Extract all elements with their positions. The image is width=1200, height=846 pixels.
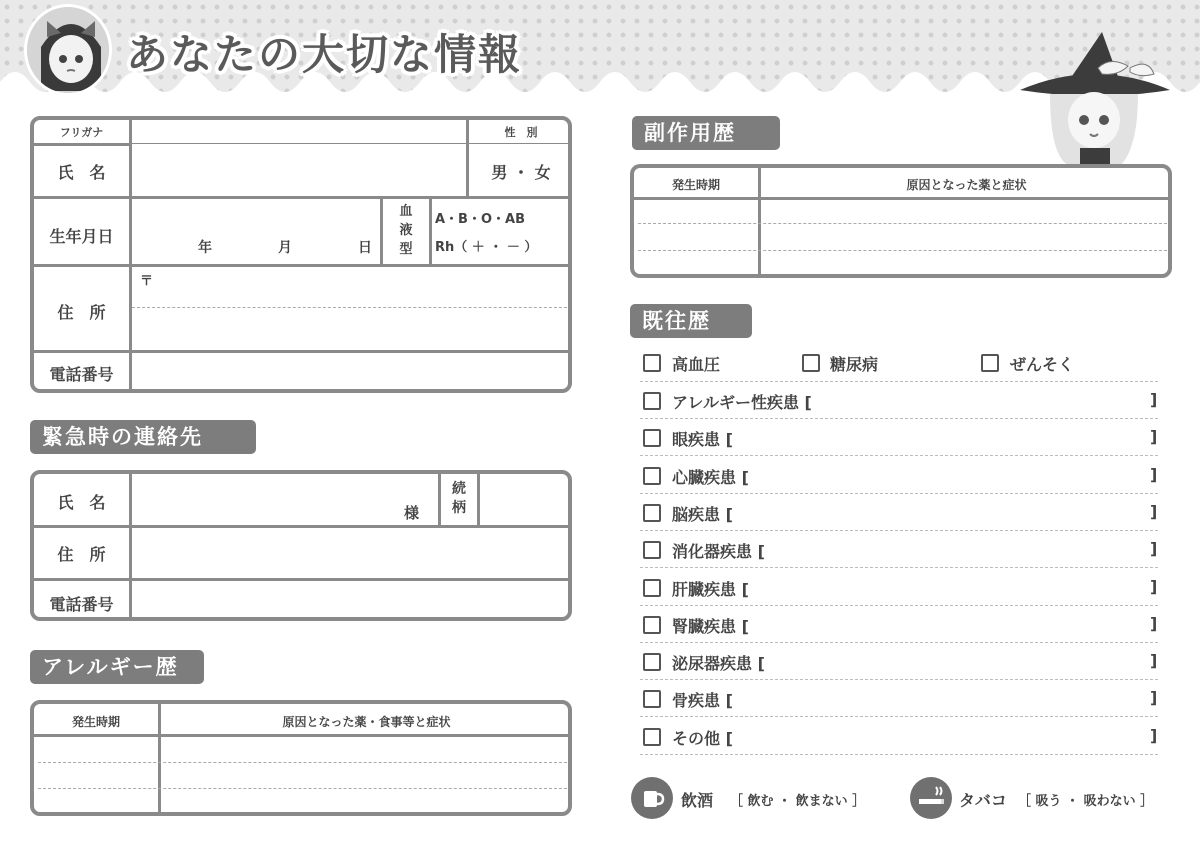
cigarette-icon xyxy=(910,777,952,819)
history-checkbox[interactable] xyxy=(643,429,661,447)
history-section-title: 既往歴 xyxy=(630,304,752,338)
blood-type-label: 血 液 型 xyxy=(399,204,413,257)
furigana-field[interactable] xyxy=(132,120,466,143)
history-detail-field[interactable] xyxy=(760,427,1145,451)
emergency-name-label: 氏 名 xyxy=(57,493,106,512)
month-label: 月 xyxy=(278,240,292,256)
history-row-divider xyxy=(640,530,1158,531)
sama-suffix: 様 xyxy=(404,504,420,522)
history-close-bracket: ] xyxy=(1150,614,1158,633)
side-effect-col-date: 発生時期 xyxy=(671,178,720,192)
postal-mark: 〒 xyxy=(140,274,154,289)
history-checkbox[interactable] xyxy=(643,690,661,708)
history-close-bracket: ] xyxy=(1150,502,1158,521)
side-effect-section-title: 副作用歴 xyxy=(632,116,780,150)
drink-options[interactable]: ［ 飲む ・ 飲まない ］ xyxy=(730,794,866,809)
history-item-label: その他 [ xyxy=(672,729,733,748)
day-label: 日 xyxy=(358,240,372,256)
character-avatar-left xyxy=(24,4,112,96)
furigana-label: フリガナ xyxy=(59,126,104,139)
history-row-divider xyxy=(640,493,1158,494)
relation-field[interactable] xyxy=(480,474,572,525)
history-detail-field[interactable] xyxy=(760,726,1145,750)
history-row-divider xyxy=(640,716,1158,717)
history-row-divider xyxy=(640,567,1158,568)
phone-label: 電話番号 xyxy=(49,365,114,384)
history-close-bracket: ] xyxy=(1150,465,1158,484)
history-close-bracket: ] xyxy=(1150,577,1158,596)
history-item-label: 脳疾患 [ xyxy=(672,505,733,524)
drink-label: 飲酒 xyxy=(681,791,714,810)
history-item-hypertension: 高血圧 xyxy=(672,355,721,374)
history-item-label: 泌尿器疾患 [ xyxy=(672,654,765,673)
address-label: 住 所 xyxy=(57,303,106,322)
emergency-contact-table xyxy=(30,470,572,621)
emergency-section-title: 緊急時の連絡先 xyxy=(30,420,256,454)
name-field[interactable] xyxy=(132,146,466,196)
history-checkbox[interactable] xyxy=(643,392,661,410)
history-checkbox[interactable] xyxy=(643,467,661,485)
history-close-bracket: ] xyxy=(1150,390,1158,409)
history-row-divider xyxy=(640,418,1158,419)
history-item-label: 心臓疾患 [ xyxy=(672,468,749,487)
history-detail-field[interactable] xyxy=(760,502,1145,526)
history-detail-field[interactable] xyxy=(760,539,1145,563)
allergy-entry-field[interactable] xyxy=(34,737,572,816)
history-checkbox[interactable] xyxy=(643,616,661,634)
allergy-table xyxy=(30,700,572,816)
history-item-diabetes: 糖尿病 xyxy=(830,355,879,374)
smoke-options[interactable]: ［ 吸う ・ 吸わない ］ xyxy=(1018,794,1154,809)
history-checkbox[interactable] xyxy=(643,541,661,559)
emergency-address-field[interactable] xyxy=(132,528,572,578)
history-checkbox[interactable] xyxy=(643,653,661,671)
birthdate-label: 生年月日 xyxy=(49,227,114,246)
history-detail-field[interactable] xyxy=(760,465,1145,489)
history-row-divider xyxy=(640,605,1158,606)
emergency-name-field[interactable] xyxy=(132,474,438,525)
birthdate-field[interactable] xyxy=(132,199,380,264)
history-row-divider xyxy=(640,679,1158,680)
checkbox-diabetes[interactable] xyxy=(802,354,820,372)
history-item-label: アレルギー性疾患 [ xyxy=(672,393,812,412)
smoke-label: タバコ xyxy=(959,791,1007,810)
history-item-label: 消化器疾患 [ xyxy=(672,542,765,561)
side-effect-col-cause: 原因となった薬と症状 xyxy=(906,178,1027,192)
sex-label: 性 別 xyxy=(504,126,538,139)
allergy-col-cause: 原因となった薬・食事等と症状 xyxy=(282,715,451,729)
history-item-label: 骨疾患 [ xyxy=(672,691,733,710)
side-effect-entry-field[interactable] xyxy=(634,200,1172,278)
year-label: 年 xyxy=(198,240,212,256)
sex-options[interactable]: 男 ・ 女 xyxy=(491,163,551,182)
name-label: 氏 名 xyxy=(57,163,106,182)
history-detail-field[interactable] xyxy=(760,577,1145,601)
history-item-label: 眼疾患 [ xyxy=(672,430,733,449)
side-effect-table xyxy=(630,164,1172,278)
blood-abo-options[interactable]: A・B・O・AB xyxy=(435,212,525,227)
history-close-bracket: ] xyxy=(1150,539,1158,558)
history-checkbox[interactable] xyxy=(643,579,661,597)
history-close-bracket: ] xyxy=(1150,427,1158,446)
history-checkbox[interactable] xyxy=(643,728,661,746)
personal-info-table xyxy=(30,116,572,393)
history-row-divider xyxy=(640,642,1158,643)
history-item-label: 肝臓疾患 [ xyxy=(672,580,749,599)
history-close-bracket: ] xyxy=(1150,651,1158,670)
checkbox-hypertension[interactable] xyxy=(643,354,661,372)
character-avatar-right xyxy=(1010,28,1180,168)
mug-icon xyxy=(631,777,673,819)
blood-rh-options[interactable]: Rh（ ＋ ・ － ） xyxy=(435,240,538,255)
history-detail-field[interactable] xyxy=(760,614,1145,638)
checkbox-asthma[interactable] xyxy=(981,354,999,372)
address-field[interactable] xyxy=(132,267,572,350)
history-item-asthma: ぜんそく xyxy=(1010,355,1075,374)
history-row-divider xyxy=(640,754,1158,755)
history-close-bracket: ] xyxy=(1150,688,1158,707)
history-close-bracket: ] xyxy=(1150,726,1158,745)
history-detail-field[interactable] xyxy=(760,390,1145,414)
phone-field[interactable] xyxy=(132,353,572,393)
history-checkbox[interactable] xyxy=(643,504,661,522)
allergy-section-title: アレルギー歴 xyxy=(30,650,204,684)
emergency-phone-field[interactable] xyxy=(132,581,572,621)
emergency-address-label: 住 所 xyxy=(57,545,106,564)
history-detail-field[interactable] xyxy=(760,688,1145,712)
emergency-phone-label: 電話番号 xyxy=(49,595,114,614)
page-title: あなたの大切な情報 xyxy=(126,30,523,79)
allergy-col-date: 発生時期 xyxy=(71,715,120,729)
history-detail-field[interactable] xyxy=(760,651,1145,675)
history-item-label: 腎臓疾患 [ xyxy=(672,617,749,636)
history-row-divider xyxy=(640,455,1158,456)
relation-label: 続 柄 xyxy=(452,481,466,516)
